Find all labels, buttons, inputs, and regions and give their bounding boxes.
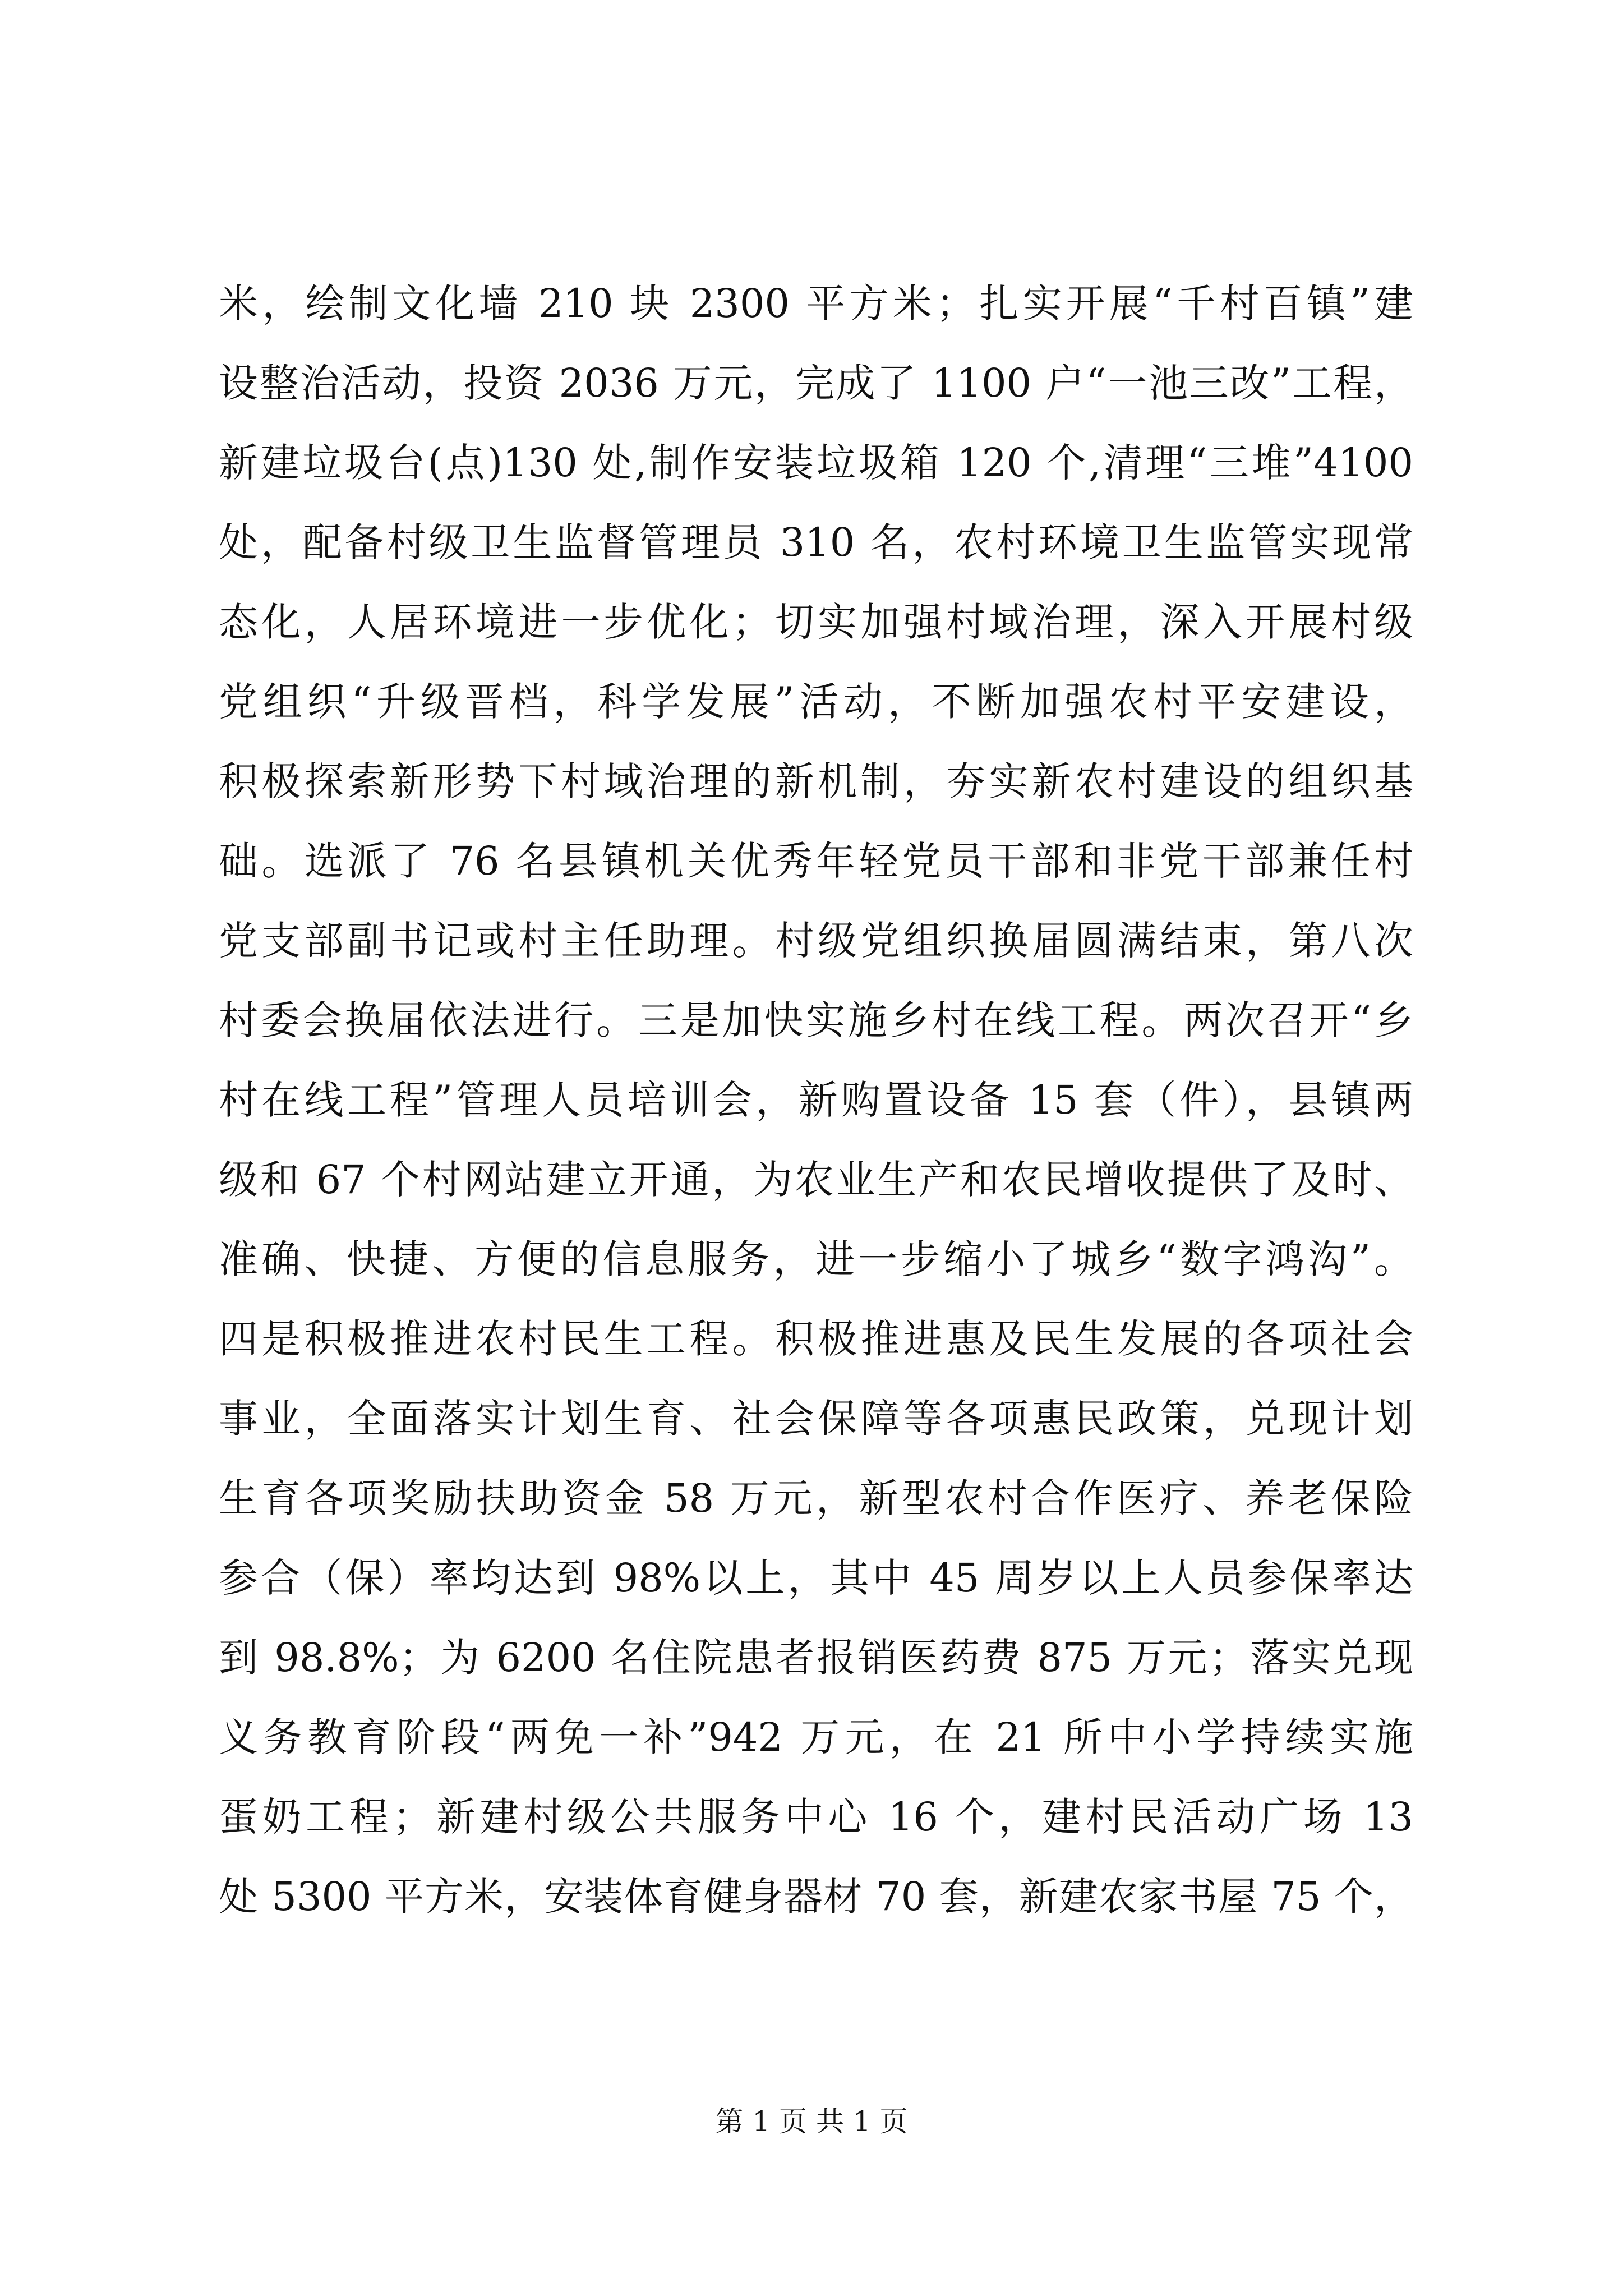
text-line: 义务教育阶段“两免一补”942 万元，在 21 所中小学持续实施 bbox=[219, 1714, 1413, 1760]
text-line: 事业，全面落实计划生育、社会保障等各项惠民政策，兑现计划 bbox=[219, 1396, 1413, 1442]
text-line: 党支部副书记或村主任助理。村级党组织换届圆满结束，第八次 bbox=[219, 918, 1413, 964]
text-line: 村委会换届依法进行。三是加快实施乡村在线工程。两次召开“乡 bbox=[219, 997, 1413, 1043]
text-line: 四是积极推进农村民生工程。积极推进惠及民生发展的各项社会 bbox=[219, 1316, 1413, 1362]
body-text bbox=[219, 264, 1413, 1936]
text-line: 础。选派了 76 名县镇机关优秀年轻党员干部和非党干部兼任村 bbox=[219, 838, 1413, 884]
text-line: 处，配备村级卫生监督管理员 310 名，农村环境卫生监管实现常 bbox=[219, 519, 1413, 565]
text-line: 生育各项奖励扶助资金 58 万元，新型农村合作医疗、养老保险 bbox=[219, 1475, 1413, 1521]
text-line: 处 5300 平方米，安装体育健身器材 70 套，新建农家书屋 75 个， bbox=[219, 1874, 1413, 1920]
text-line: 设整治活动，投资 2036 万元，完成了 1100 户“一池三改”工程， bbox=[219, 360, 1413, 406]
text-line: 准确、快捷、方便的信息服务，进一步缩小了城乡“数字鸿沟”。 bbox=[219, 1236, 1413, 1282]
text-line: 村在线工程”管理人员培训会，新购置设备 15 套（件），县镇两 bbox=[219, 1077, 1413, 1123]
text-line: 参合（保）率均达到 98%以上，其中 45 周岁以上人员参保率达 bbox=[219, 1555, 1413, 1601]
text-line: 新建垃圾台(点)130 处,制作安装垃圾箱 120 个,清理“三堆”4100 bbox=[219, 440, 1413, 486]
text-line: 态化，人居环境进一步优化；切实加强村域治理，深入开展村级 bbox=[219, 599, 1413, 645]
page-footer: 第 1 页 共 1 页 bbox=[715, 2105, 908, 2138]
text-line: 积极探索新形势下村域治理的新机制，夯实新农村建设的组织基 bbox=[219, 758, 1413, 804]
text-line: 级和 67 个村网站建立开通，为农业生产和农民增收提供了及时、 bbox=[219, 1157, 1413, 1203]
text-line: 到 98.8%；为 6200 名住院患者报销医药费 875 万元；落实兑现 bbox=[219, 1635, 1413, 1681]
text-line: 蛋奶工程；新建村级公共服务中心 16 个，建村民活动广场 13 bbox=[219, 1794, 1413, 1840]
text-line: 党组织“升级晋档，科学发展”活动，不断加强农村平安建设， bbox=[219, 679, 1413, 725]
text-line: 米，绘制文化墙 210 块 2300 平方米；扎实开展“千村百镇”建 bbox=[219, 280, 1413, 326]
